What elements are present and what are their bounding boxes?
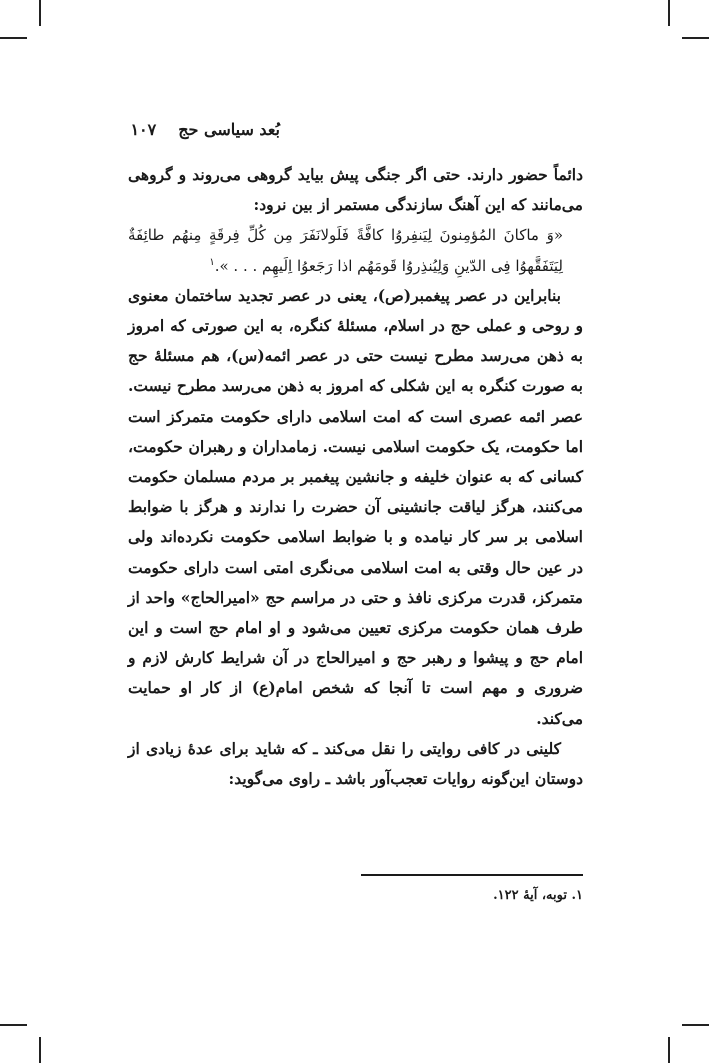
footnote-ref: ۱ bbox=[209, 256, 215, 268]
crop-mark-top-right-horizontal bbox=[682, 37, 709, 39]
quote-text: «وَ ماکانَ المُؤمِنونَ لِیَنفِروُا کافَّةً فَلَولانَفَرَ مِن کُلِّ فِرقَةٍ مِنهُم طائِفَةٌ لِیَتَفَقَّهوُا فِی الدّینِ وَلِیُنذِروُا قَومَهُم اذا رَجَعوُا اِلَیهِم . . . ». bbox=[128, 226, 563, 275]
footnote-divider bbox=[361, 874, 583, 876]
page-number: ۱۰۷ bbox=[130, 119, 157, 139]
paragraph-2: بنابراین در عصر پیغمبر(ص)، یعنی در عصر تجدید ساختمان معنوی و روحی و عملی حج در اسلام، مسئلهٔ کنگره، به این صورتی که امروز به ذهن می‌رسد مطرح نیست حتی در عصر ائمه(س)، هم مسئلهٔ حج به صورت کنگره به این شکلی که امروز به ذهن می‌رسد مطرح نیست. عصر ائمه عصری است که امت اسلامی دارای حکومت متمرکز است اما حکومت، یک حکومت اسلامی نیست. زمامداران و رهبران حکومت، کسانی که به عنوان خلیفه و جانشین پیغمبر بر مردم مسلمان حکومت می‌کنند، هرگز لیاقت جانشینی آن حضرت را ندارند و هرگز با ضوابط اسلامی بر سر کار نیامده و با ضوابط اسلامی حکومت نکرده‌اند ولی در عین حال وقتی به امت اسلامی می‌نگری امتی است دارای حکومت متمرکز، قدرت مرکزی نافذ و حتی در مراسم حج «امیرالحاج» واحد از طرف همان حکومت مرکزی تعیین می‌شود و او امام حج است و این امام حج و پیشوا و رهبر حج و امیرالحاج در آن شرایط کارش لازم و ضروری و مهم است تا آنجا که شخص امام(ع) از کار او حمایت می‌کند. bbox=[128, 285, 583, 728]
crop-mark-bottom-right-horizontal bbox=[682, 1024, 709, 1026]
paragraph-1: دائماً حضور دارند. حتی اگر جنگی پیش بیاید گروهی می‌روند و گروهی می‌مانند که این آهنگ سازندگی مستمر از بین نرود: bbox=[128, 165, 583, 215]
crop-mark-bottom-right-vertical bbox=[668, 1037, 670, 1063]
crop-mark-top-right-vertical bbox=[668, 0, 670, 26]
crop-mark-top-left-vertical bbox=[39, 0, 41, 26]
footnote: ۱. توبه، آیهٔ ۱۲۲. bbox=[493, 888, 583, 903]
crop-mark-bottom-left-horizontal bbox=[0, 1024, 27, 1026]
page-header bbox=[128, 116, 280, 142]
paragraph-3: کلینی در کافی روایتی را نقل می‌کند ـ که شاید برای عدهٔ زیادی از دوستان این‌گونه روایات تعجب‌آور باشد ـ راوی می‌گوید: bbox=[128, 738, 583, 789]
quran-quote bbox=[128, 220, 583, 280]
crop-mark-bottom-left-vertical bbox=[39, 1037, 41, 1063]
main-text bbox=[128, 160, 583, 794]
running-title: بُعد سیاسی حج bbox=[178, 119, 280, 139]
crop-mark-top-left-horizontal bbox=[0, 37, 27, 39]
